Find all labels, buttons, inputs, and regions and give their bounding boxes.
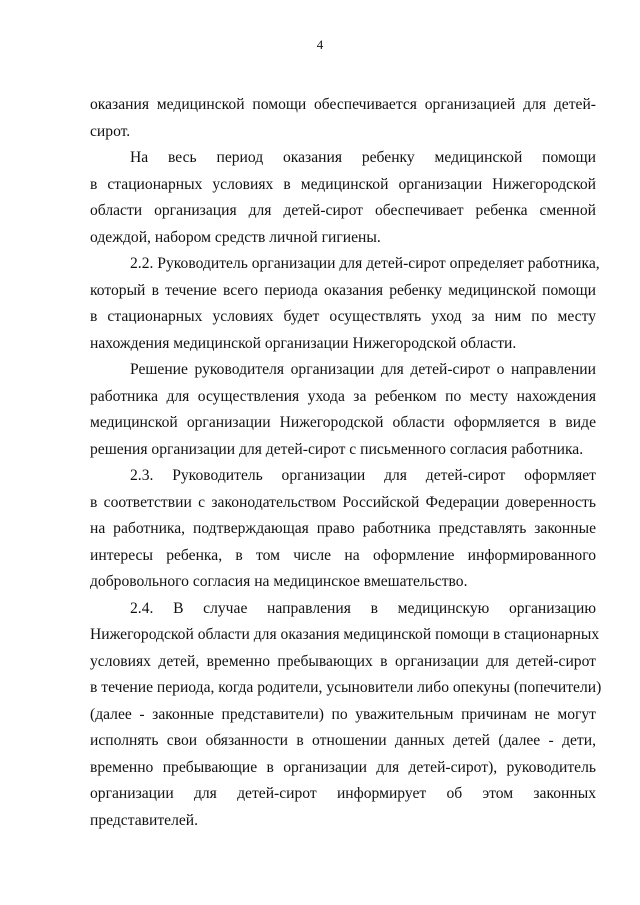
text-line: Нижегородской области для оказания медицинской помощи в стационарных xyxy=(90,626,600,643)
text-line: в стационарных условиях будет осуществлять уход за ним по месту xyxy=(90,308,596,325)
text-line: 2.2. Руководитель организации для детей-сирот определяет работника, xyxy=(130,255,600,272)
text-line: исполнять свои обязанности в отношении данных детей (далее - дети, xyxy=(90,732,596,749)
text-line: в течение периода, когда родители, усыновители либо опекуны (попечители) xyxy=(90,679,602,696)
text-line: медицинской организации Нижегородской области оформляется в виде xyxy=(90,414,596,431)
text-line: в соответствии с законодательством Российской Федерации доверенность xyxy=(90,493,596,511)
text-line: в стационарных условиях в медицинской организации Нижегородской xyxy=(90,175,596,193)
text-line: одеждой, набором средств личной гигиены. xyxy=(90,228,381,246)
text-line: Решение руководителя организации для детей-сирот о направлении xyxy=(130,361,596,378)
text-line: представителей. xyxy=(90,811,199,829)
text-line: на работника, подтверждающая право работника представлять законные xyxy=(90,520,596,537)
text-line: работника для осуществления ухода за ребенком по месту нахождения xyxy=(90,387,596,405)
text-line: временно пребывающие в организации для детей-сирот), руководитель xyxy=(90,758,596,776)
text-line: добровольного согласия на медицинское вмешательство. xyxy=(90,573,468,590)
text-line: сирот. xyxy=(90,122,131,140)
document-body xyxy=(90,92,602,834)
text-line: 2.4. В случае направления в медицинскую организацию xyxy=(130,599,596,617)
text-line: (далее - законные представители) по уважительным причинам не могут xyxy=(90,705,596,723)
text-line: организации для детей-сирот информирует об этом законных xyxy=(90,785,596,802)
text-line: интересы ребенка, в том числе на оформление информированного xyxy=(90,546,596,564)
text-line: области организация для детей-сирот обеспечивает ребенка сменной xyxy=(90,202,596,219)
text-line: нахождения медицинской организации Нижегородской области. xyxy=(90,334,517,352)
text-line: решения организации для детей-сирот с письменного согласия работника. xyxy=(90,440,584,458)
text-line: условиях детей, временно пребывающих в организации для детей-сирот xyxy=(90,652,596,670)
text-line: 2.3. Руководитель организации для детей-сирот оформляет xyxy=(130,467,596,484)
page-number: 4 xyxy=(316,37,324,52)
text-line: который в течение всего периода оказания ребенку медицинской помощи xyxy=(90,281,596,299)
text-line: оказания медицинской помощи обеспечивается организацией для детей- xyxy=(90,96,596,113)
text-line: На весь период оказания ребенку медицинской помощи xyxy=(130,149,596,166)
